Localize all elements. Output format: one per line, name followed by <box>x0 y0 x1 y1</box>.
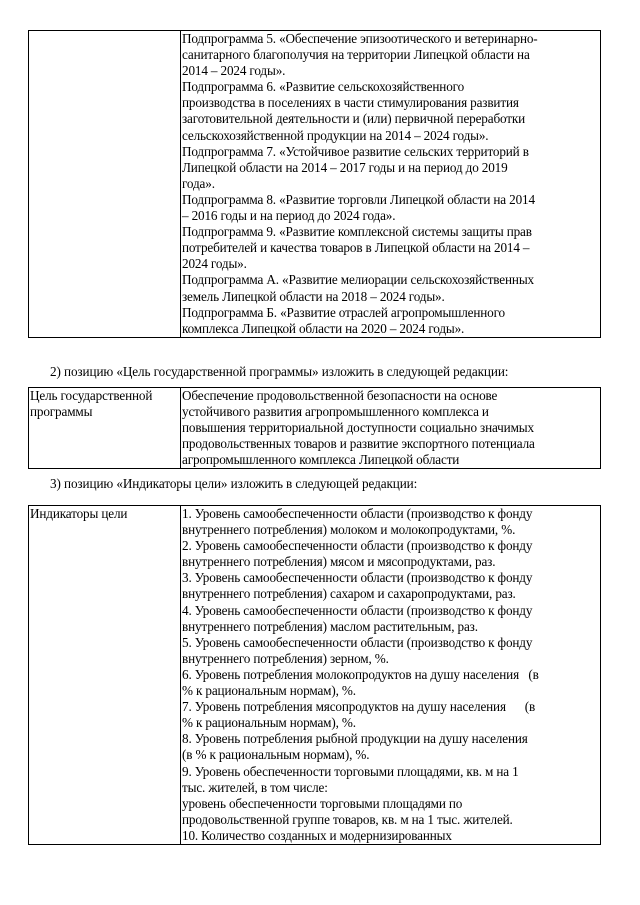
subprogram-line: Подпрограмма 8. «Развитие торговли Липецкой области на 2014 <box>182 191 535 207</box>
indicator-line: 1. Уровень самообеспеченности области (производство к фонду <box>182 506 533 521</box>
indicator-line: 5. Уровень самообеспеченности области (производство к фонду <box>182 634 533 650</box>
subprogram-line: Липецкой области на 2014 – 2017 годы и на период до 2019 <box>182 159 508 175</box>
subprogram-line: производства в поселениях в части стимулирования развития <box>182 95 519 111</box>
subprogram-line: года». <box>182 175 215 191</box>
subprogram-line: 2014 – 2024 годы». <box>182 63 286 79</box>
indicator-line: 3. Уровень самообеспеченности области (производство к фонду <box>182 570 533 586</box>
subprogram-line: Подпрограмма 6. «Развитие сельскохозяйственного <box>182 79 465 95</box>
subprogram-line: Подпрограмма 7. «Устойчивое развитие сельских территорий в <box>182 143 529 159</box>
subprogram-line: потребителей и качества товаров в Липецкой области на 2014 – <box>182 240 530 256</box>
indicator-line: % к рациональным нормам), %. <box>182 715 356 731</box>
subprograms-row <box>29 31 601 338</box>
indicator-line: тыс. жителей, в том числе: <box>182 779 328 795</box>
goal-row <box>29 388 601 469</box>
indicator-line: 10. Количество созданных и модернизированных <box>182 827 452 843</box>
subprogram-line: Подпрограмма А. «Развитие мелиорации сельскохозяйственных <box>182 272 534 288</box>
subprogram-line: Подпрограмма Б. «Развитие отраслей агропромышленного <box>182 304 505 320</box>
indicator-line: % к рациональным нормам), %. <box>182 683 356 699</box>
indicator-line: внутреннего потребления) молоком и молокопродуктами, %. <box>182 522 516 538</box>
goal-line: агропромышленного комплекса Липецкой области <box>182 452 460 468</box>
subprogram-line: заготовительной деятельности и (или) первичной переработки <box>182 111 526 127</box>
goal-line: Обеспечение продовольственной безопасности на основе <box>182 388 498 403</box>
indicator-line: 7. Уровень потребления мясопродуктов на душу населения (в <box>182 699 536 715</box>
indicators-row <box>29 506 601 845</box>
goal-value-cell <box>181 388 601 469</box>
subprograms-table <box>28 30 601 338</box>
subprogram-line: санитарного благополучия на территории Липецкой области на <box>182 47 530 63</box>
subprogram-line: сельскохозяйственной продукции на 2014 – 2024 годы». <box>182 127 489 143</box>
indicators-value-cell <box>181 506 601 845</box>
goal-line: повышения территориальной доступности социально значимых <box>182 420 534 436</box>
goal-line: устойчивого развития агропромышленного комплекса и <box>182 404 489 420</box>
paragraph-3: 3) позицию «Индикаторы цели» изложить в следующей редакции: <box>50 476 418 491</box>
indicators-label-cell <box>29 506 181 845</box>
goal-table <box>28 387 601 469</box>
indicators-table <box>28 505 601 845</box>
indicator-line: 9. Уровень обеспеченности торговыми площадями, кв. м на 1 <box>182 763 519 779</box>
subprogram-line: комплекса Липецкой области на 2020 – 2024 годы». <box>182 320 465 336</box>
subprogram-line: земель Липецкой области на 2018 – 2024 годы». <box>182 288 445 304</box>
paragraph-2: 2) позицию «Цель государственной программы» изложить в следующей редакции: <box>50 364 509 379</box>
goal-label-cell <box>29 388 181 469</box>
indicator-line: уровень обеспеченности торговыми площадями по <box>182 795 463 811</box>
subprogram-line: – 2016 годы и на период до 2024 года». <box>182 208 396 224</box>
indicator-line: 8. Уровень потребления рыбной продукции на душу населения <box>182 731 528 747</box>
indicator-line: 2. Уровень самообеспеченности области (производство к фонду <box>182 538 533 554</box>
subprogram-line: 2024 годы». <box>182 256 247 272</box>
indicator-line: 6. Уровень потребления молокопродуктов на душу населения (в <box>182 666 539 682</box>
indicator-line: внутреннего потребления) маслом растительным, раз. <box>182 618 478 634</box>
indicator-line: внутреннего потребления) мясом и мясопродуктами, раз. <box>182 554 496 570</box>
indicator-line: 4. Уровень самообеспеченности области (производство к фонду <box>182 602 533 618</box>
indicator-line: внутреннего потребления) сахаром и сахаропродуктами, раз. <box>182 586 516 602</box>
subprograms-label-cell <box>29 31 181 338</box>
goal-line: продовольственных товаров и развитие экспортного потенциала <box>182 436 535 452</box>
subprograms-value-cell <box>181 31 601 338</box>
indicator-line: продовольственной группе товаров, кв. м на 1 тыс. жителей. <box>182 811 513 827</box>
goal-label-line: Цель государственной <box>30 388 153 403</box>
indicator-line: внутреннего потребления) зерном, %. <box>182 650 389 666</box>
subprogram-line: Подпрограмма 9. «Развитие комплексной системы защиты прав <box>182 224 532 240</box>
goal-label-line: программы <box>30 404 93 420</box>
indicators-label-line: Индикаторы цели <box>30 506 128 521</box>
indicator-line: (в % к рациональным нормам), %. <box>182 747 370 763</box>
subprogram-line: Подпрограмма 5. «Обеспечение эпизоотического и ветеринарно- <box>182 31 538 46</box>
